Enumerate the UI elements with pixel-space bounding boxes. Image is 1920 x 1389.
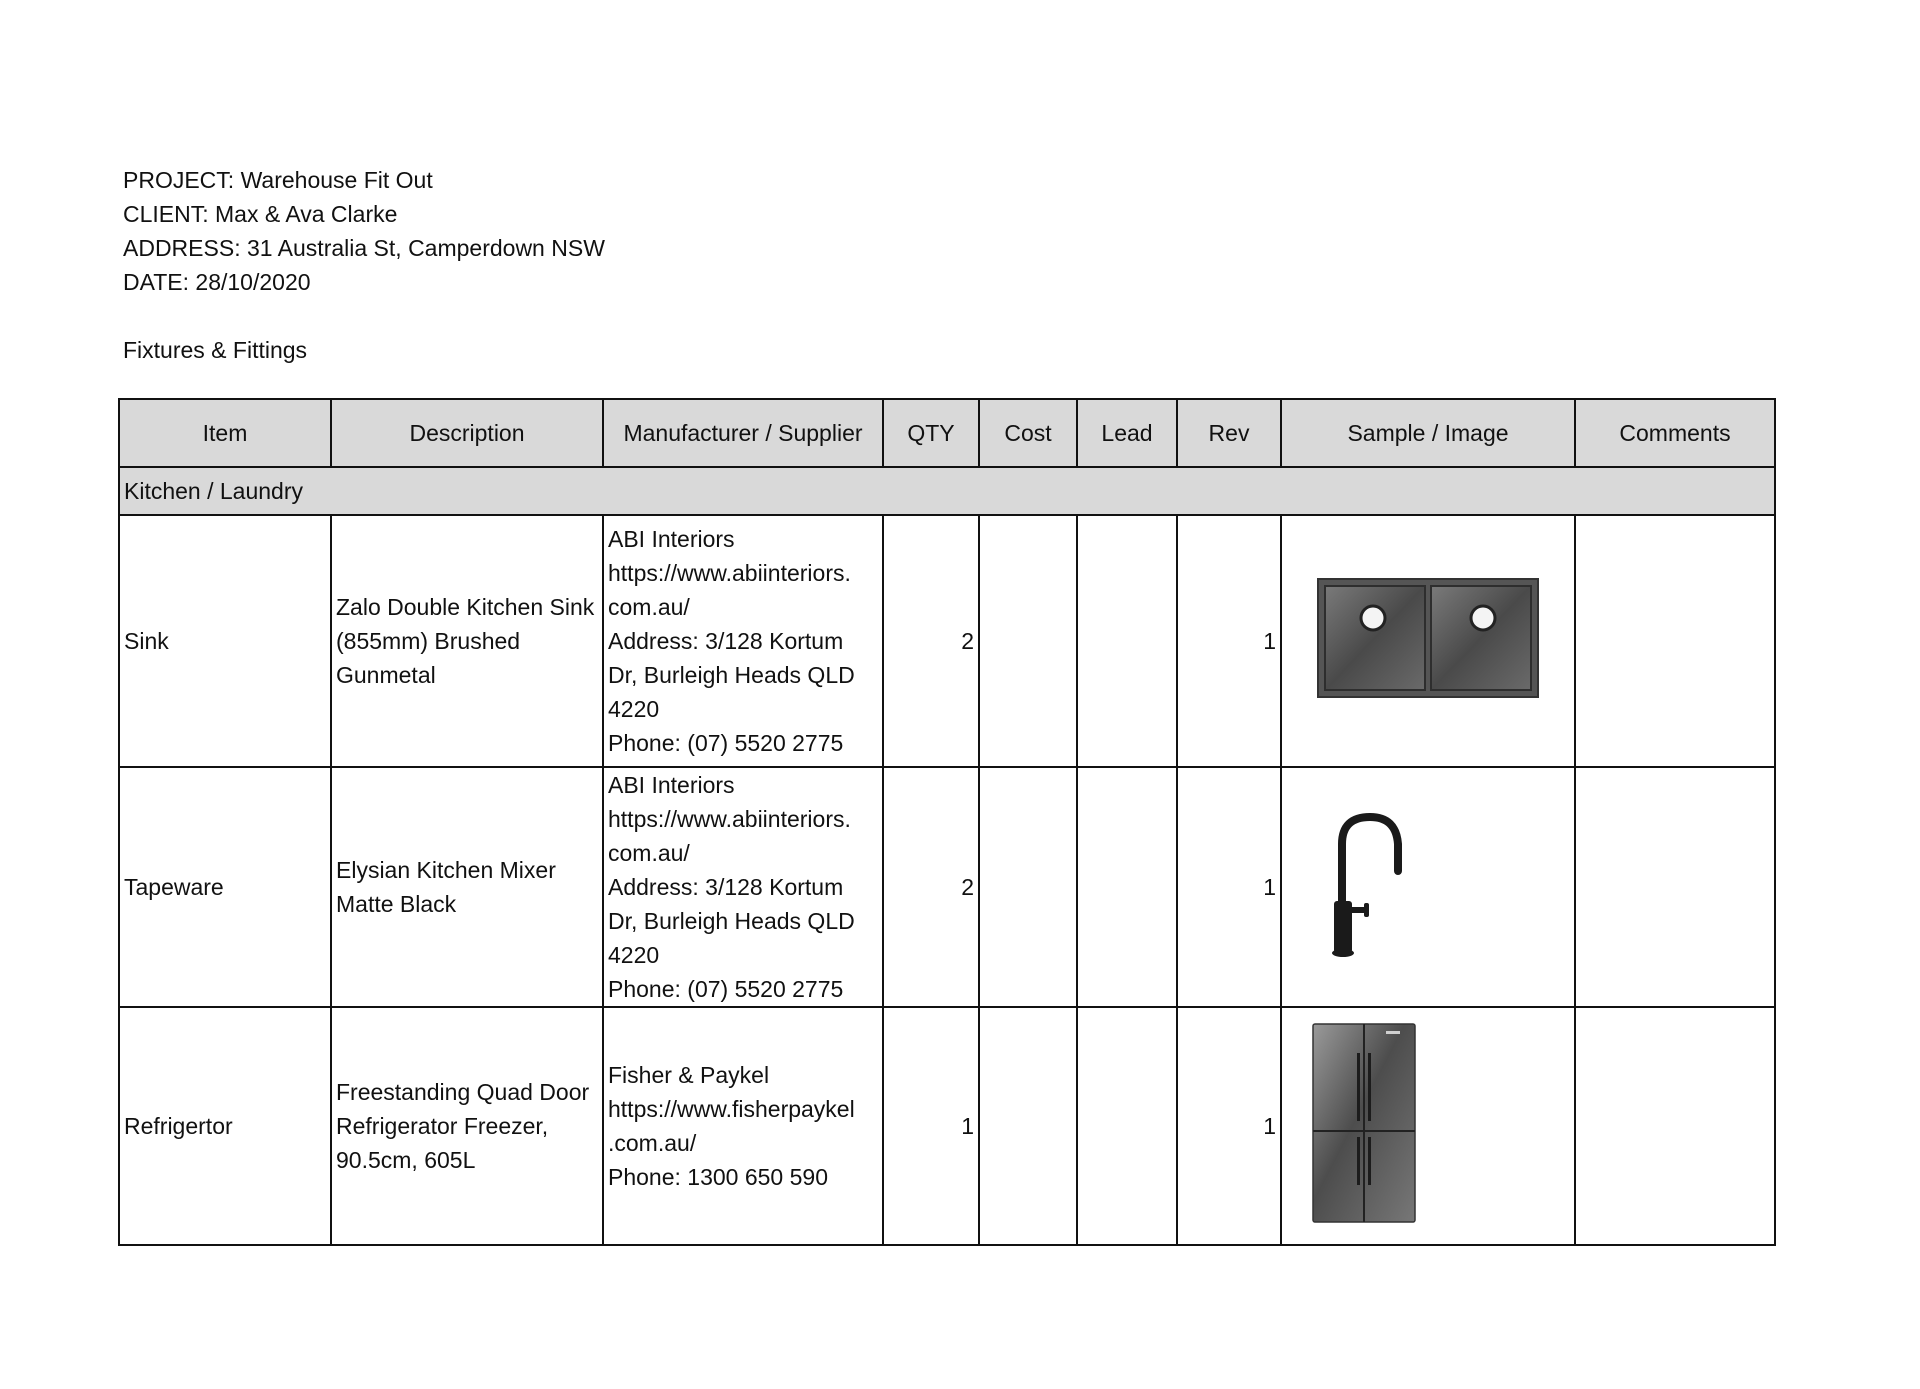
group-label: Kitchen / Laundry [119,467,1775,515]
header-lead: Lead [1077,399,1177,467]
supplier-line: Address: 3/128 Kortum [608,874,844,900]
qty-cell: 2 [883,767,979,1007]
rev-cell: 1 [1177,1007,1281,1245]
table-row [119,767,1775,1007]
header-qty: QTY [883,399,979,467]
cost-cell [979,515,1077,767]
header-comments: Comments [1575,399,1775,467]
supplier-line: com.au/ [608,594,690,620]
header-item: Item [119,399,331,467]
rev-cell: 1 [1177,767,1281,1007]
comments-cell [1575,515,1775,767]
description-cell [331,767,603,1007]
supplier-cell [603,767,883,1007]
lead-cell [1077,1007,1177,1245]
description-line: Freestanding Quad Door [336,1079,590,1105]
group-row [119,467,1775,515]
description-line: Gunmetal [336,662,436,688]
table-row [119,1007,1775,1245]
description-cell [331,515,603,767]
supplier-line: https://www.abiinteriors. [608,806,851,832]
cost-cell [979,1007,1077,1245]
header-sample-image: Sample / Image [1281,399,1575,467]
supplier-line: ABI Interiors [608,772,735,798]
qty-cell: 2 [883,515,979,767]
sample-image-cell [1281,767,1575,1007]
supplier-line: Phone: 1300 650 590 [608,1164,828,1190]
supplier-cell [603,1007,883,1245]
supplier-line: com.au/ [608,840,690,866]
supplier-line: .com.au/ [608,1130,697,1156]
description-line: Refrigerator Freezer, [336,1113,549,1139]
item-cell: Sink [119,515,331,767]
supplier-line: Phone: (07) 5520 2775 [608,730,844,756]
project-date: DATE: 28/10/2020 [123,269,311,295]
description-line: Matte Black [336,891,457,917]
header-cost: Cost [979,399,1077,467]
supplier-line: ABI Interiors [608,526,735,552]
description-line: Elysian Kitchen Mixer [336,857,556,883]
table-row [119,515,1775,767]
sample-image-cell [1281,1007,1575,1245]
supplier-line: 4220 [608,942,660,968]
supplier-cell [603,515,883,767]
supplier-line: 4220 [608,696,660,722]
item-cell: Tapeware [119,767,331,1007]
sample-image-cell [1281,515,1575,767]
supplier-line: Dr, Burleigh Heads QLD [608,662,855,688]
header-supplier: Manufacturer / Supplier [603,399,883,467]
cost-cell [979,767,1077,1007]
table-header-row [119,399,1775,467]
qty-cell: 1 [883,1007,979,1245]
item-cell: Refrigertor [119,1007,331,1245]
project-info [123,163,605,299]
lead-cell [1077,515,1177,767]
description-line: (855mm) Brushed [336,628,521,654]
fixtures-schedule-table [118,398,1776,1246]
client-name: CLIENT: Max & Ava Clarke [123,201,398,227]
quad-door-fridge-icon [1312,1023,1416,1223]
description-line: 90.5cm, 605L [336,1147,476,1173]
supplier-line: Address: 3/128 Kortum [608,628,844,654]
header-description: Description [331,399,603,467]
double-sink-icon [1317,578,1539,698]
description-line: Zalo Double Kitchen Sink [336,594,595,620]
header-rev: Rev [1177,399,1281,467]
rev-cell: 1 [1177,515,1281,767]
supplier-line: https://www.fisherpaykel [608,1096,855,1122]
supplier-line: Dr, Burleigh Heads QLD [608,908,855,934]
comments-cell [1575,1007,1775,1245]
supplier-line: Fisher & Paykel [608,1062,770,1088]
description-cell [331,1007,603,1245]
project-name: PROJECT: Warehouse Fit Out [123,167,433,193]
project-address: ADDRESS: 31 Australia St, Camperdown NSW [123,235,605,261]
supplier-line: https://www.abiinteriors. [608,560,851,586]
comments-cell [1575,767,1775,1007]
supplier-line: Phone: (07) 5520 2775 [608,976,844,1002]
lead-cell [1077,767,1177,1007]
section-title: Fixtures & Fittings [123,337,308,363]
kitchen-mixer-icon [1320,809,1420,959]
